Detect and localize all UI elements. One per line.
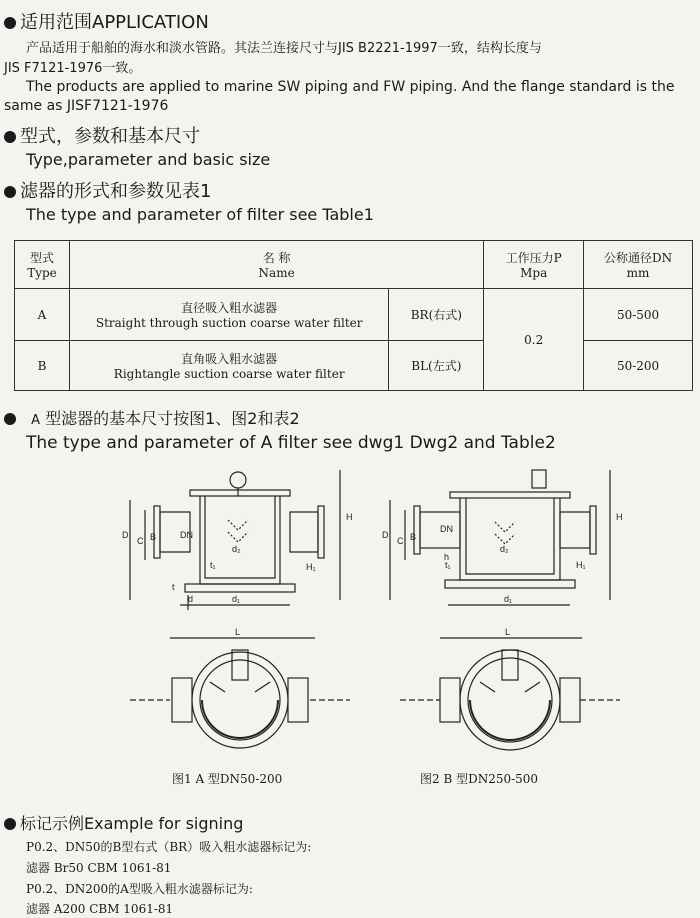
svg-text:B: B — [410, 532, 417, 542]
fig1-top-view — [130, 638, 350, 748]
example-heading: 标记示例Example for signing — [4, 811, 243, 834]
cell-pressure: 0.2 — [484, 289, 584, 391]
fig1-caption: 图1 A 型DN50-200 — [172, 772, 283, 786]
bullet-icon — [4, 186, 16, 198]
cell-code: BL(左式) — [389, 341, 484, 391]
application-en-line1: The products are applied to marine SW piping and FW piping. And the flange standard is the — [26, 79, 675, 95]
svg-text:C: C — [397, 536, 404, 546]
type-heading: 型式，参数和基本尺寸 — [4, 122, 200, 148]
cell-name: 直径吸入粗水滤器 Straight through suction coarse water filter — [69, 289, 388, 341]
svg-text:h: h — [444, 552, 450, 562]
parameter-table — [14, 240, 693, 391]
table-row — [15, 341, 693, 391]
cell-dn: 50-500 — [584, 289, 693, 341]
label-d1: d₁ — [232, 594, 241, 604]
example-line3: P0.2、DN200的A型吸入粗水滤器标记为: — [26, 882, 253, 896]
filter-drawings — [110, 460, 690, 770]
svg-text:d₁: d₁ — [504, 594, 513, 604]
label-D: D — [122, 530, 129, 540]
a-filter-heading-en: The type and parameter of A filter see dwg1 Dwg2 and Table2 — [26, 433, 556, 453]
cell-type: A — [15, 289, 70, 341]
label-B: B — [150, 532, 157, 542]
svg-text:D: D — [382, 530, 389, 540]
cell-name: 直角吸入粗水滤器 Rightangle suction coarse water filter — [69, 341, 388, 391]
table-header-row — [15, 241, 693, 289]
fig2-caption: 图2 B 型DN250-500 — [420, 772, 539, 786]
application-cn-line1: 产品适用于船舶的海水和淡水管路。其法兰连接尺寸与JIS B2221-1997一致，结构长度与 — [26, 41, 542, 56]
label-t1: t₁ — [210, 560, 216, 570]
svg-text:DN: DN — [440, 524, 453, 534]
header-pressure: 工作压力P Mpa — [484, 241, 584, 289]
cell-code: BR(右式) — [389, 289, 484, 341]
example-line1: P0.2、DN50的B型右式（BR）吸入粗水滤器标记为: — [26, 840, 312, 854]
label-H: H — [346, 512, 353, 522]
application-cn-line2: JIS F7121-1976一致。 — [4, 61, 142, 76]
a-filter-heading: A 型滤器的基本尺寸按图1、图2和表2 — [4, 406, 300, 429]
header-type: 型式 Type — [15, 241, 70, 289]
label-d2: d₂ — [232, 544, 241, 554]
label-DN: DN — [180, 530, 193, 540]
label-C: C — [137, 536, 144, 546]
cell-dn: 50-200 — [584, 341, 693, 391]
table-row — [15, 289, 693, 341]
header-dn: 公称通径DN mm — [584, 241, 693, 289]
bullet-icon — [4, 131, 16, 143]
label-H1: H₁ — [306, 562, 316, 572]
example-line4: 滤器 A200 CBM 1061-81 — [26, 902, 174, 916]
fig1-side-view — [130, 470, 340, 610]
filter-heading: 滤器的形式和参数见表1 — [4, 177, 211, 203]
svg-text:H: H — [616, 512, 623, 522]
label-d: d — [188, 594, 194, 604]
fig2-top-view — [400, 638, 620, 750]
bullet-icon — [4, 413, 16, 425]
svg-text:d₂: d₂ — [500, 544, 509, 554]
type-heading-en: Type,parameter and basic size — [26, 150, 271, 169]
fig2-side-view — [390, 470, 610, 605]
svg-text:H₁: H₁ — [576, 560, 586, 570]
filter-heading-en: The type and parameter of filter see Table1 — [26, 205, 374, 224]
application-en-line2: same as JISF7121-1976 — [4, 98, 169, 114]
cell-type: B — [15, 341, 70, 391]
application-heading: 适用范围APPLICATION — [4, 8, 209, 34]
bullet-icon — [4, 818, 16, 830]
bullet-icon — [4, 17, 16, 29]
label-L: L — [235, 627, 241, 637]
svg-text:L: L — [505, 627, 511, 637]
label-t: t — [172, 582, 175, 592]
header-name: 名 称 Name — [69, 241, 483, 289]
example-line2: 滤器 Br50 CBM 1061-81 — [26, 861, 172, 875]
svg-text:t₁: t₁ — [445, 560, 451, 570]
